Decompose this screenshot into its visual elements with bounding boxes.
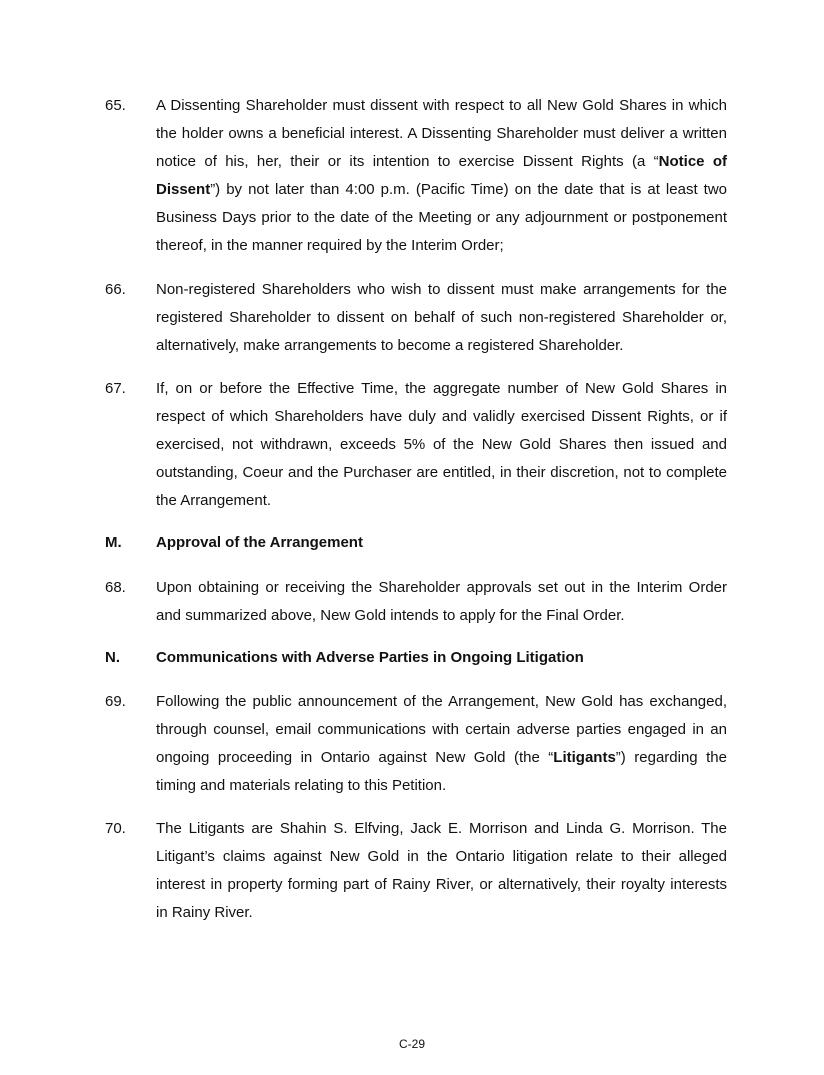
paragraph-text: A Dissenting Shareholder must dissent with respect to all New Gold Shares in which the holder owns a beneficial interest. A Dissenting Shareholder must deliver a written notice of his, her, their or its intention to exercise Dissent Rights (a “Notice of Dissent”) by not later than 4:00 p.m. (Pacific Time) on the date that is at least two Business Days prior to the date of the Meeting or any adjournment or postponement thereof, in the manner required by the Interim Order; <box>156 97 727 254</box>
paragraph-text: Following the public announcement of the Arrangement, New Gold has exchanged, through counsel, email communications with certain adverse parties engaged in an ongoing proceeding in Ontario against New Gold (the “Litigants”) regarding the timing and materials relating to this Petition. <box>156 693 727 794</box>
paragraph-text: If, on or before the Effective Time, the aggregate number of New Gold Shares in respect of which Shareholders have duly and validly exercised Dissent Rights, or if exercised, not withdrawn, exceeds 5% of the New Gold Shares then issued and outstanding, Coeur and the Purchaser are entitled, in their discretion, not to complete the Arrangement. <box>156 380 727 509</box>
paragraph-text: Upon obtaining or receiving the Shareholder approvals set out in the Interim Order and summarized above, New Gold intends to apply for the Final Order. <box>156 579 727 624</box>
paragraph-number: 68. <box>105 579 126 596</box>
paragraph-text: Non-registered Shareholders who wish to dissent must make arrangements for the registered Shareholder to dissent on behalf of such non-registered Shareholder or, alternatively, make arrangements to become a registered Shareholder. <box>156 281 727 354</box>
paragraph-number: 66. <box>105 281 126 298</box>
paragraph-number: 70. <box>105 820 126 837</box>
section-title: Communications with Adverse Parties in Ongoing Litigation <box>156 649 584 666</box>
defined-term: Notice of Dissent <box>156 153 727 198</box>
paragraph-text: The Litigants are Shahin S. Elfving, Jack E. Morrison and Linda G. Morrison. The Litigant’s claims against New Gold in the Ontario litigation relate to their alleged interest in property forming part of Rainy River, or alternatively, their royalty interests in Rainy River. <box>156 820 727 921</box>
paragraph-number: 69. <box>105 693 126 710</box>
section-title: Approval of the Arrangement <box>156 534 363 551</box>
section-letter: N. <box>105 649 120 666</box>
paragraph-number: 65. <box>105 97 126 114</box>
defined-term: Litigants <box>553 749 616 766</box>
section-letter: M. <box>105 534 122 551</box>
paragraph-number: 67. <box>105 380 126 397</box>
page-number: C-29 <box>398 1037 425 1051</box>
